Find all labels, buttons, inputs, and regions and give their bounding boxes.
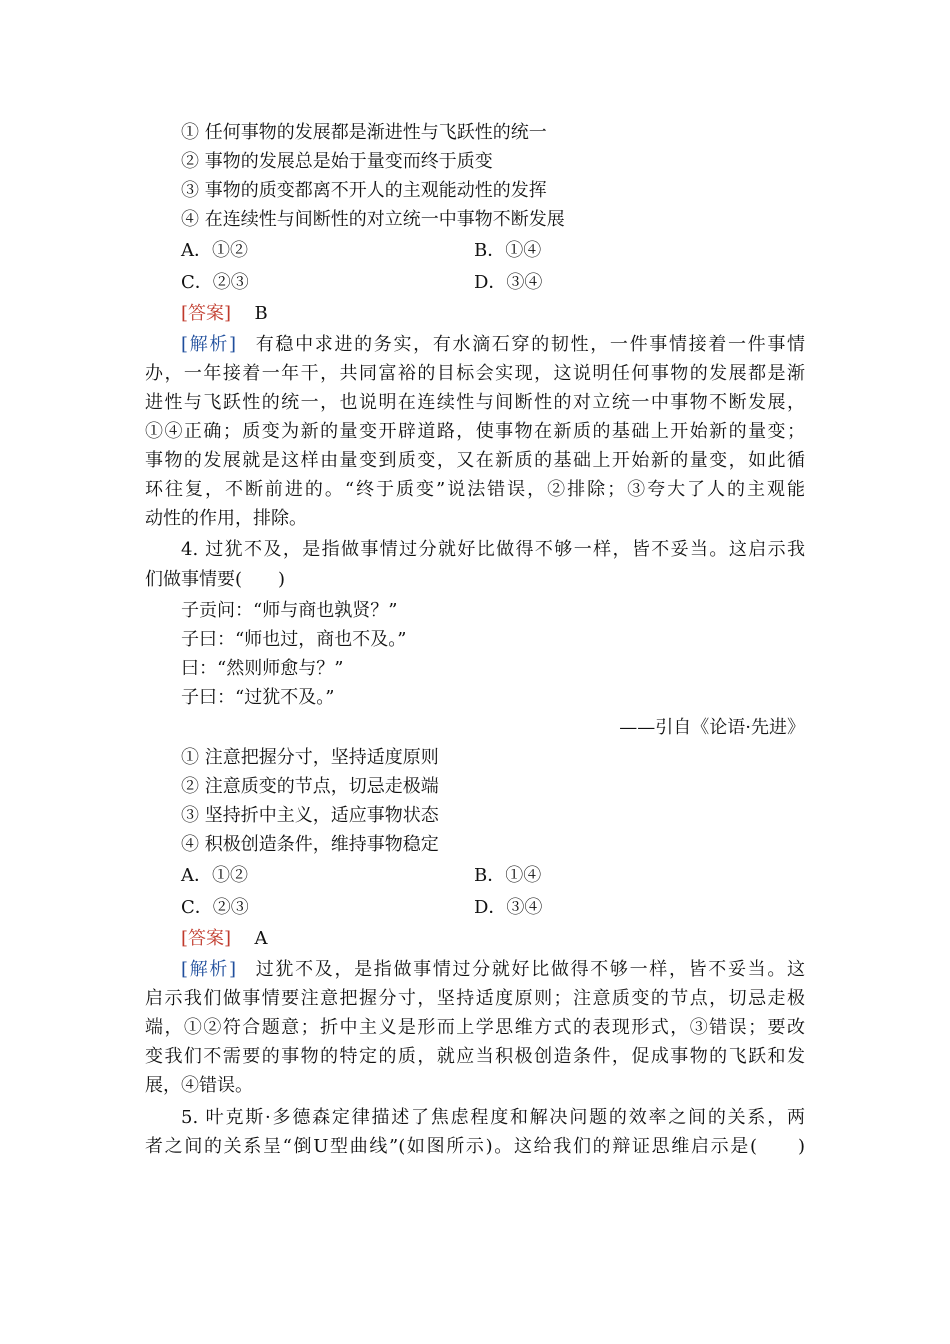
choice-c: C．②③ [181,897,249,918]
option-2: ② 事物的发展总是始于量变而终于质变 [181,151,493,172]
question-4-stem: 4. 过犹不及，是指做事情过分就好比做得不够一样，皆不妥当。这启示我 [181,539,805,560]
choice-d: D．③④ [474,897,543,918]
quote-line: 子贡问：“师与商也孰贤？” [181,600,398,621]
option-1: ① 任何事物的发展都是渐进性与飞跃性的统一 [181,122,547,143]
choice-d: D．③④ [474,272,543,293]
analysis-text: 过犹不及，是指做事情过分就好比做得不够一样，皆不妥当。这 [254,959,806,980]
quote-line: 子曰：“师也过，商也不及。” [181,629,407,650]
answer-line [181,300,841,328]
answer-value: B [254,303,268,324]
analysis-line [181,331,805,359]
analysis-line: 动性的作用，排除。 [145,508,307,529]
analysis-line: 办，一年接着一年干，共同富裕的目标会实现，这说明任何事物的发展都是渐 [145,363,805,384]
analysis-line: 变我们不需要的事物的特定的质，就应当积极创造条件，促成事物的飞跃和发 [145,1046,805,1067]
question-4-stem-cont: 们做事情要( ) [145,569,286,590]
analysis-line: 展，④错误。 [145,1075,253,1096]
choice-b: B．①④ [474,240,542,261]
quote-line: 子曰：“过犹不及。” [181,687,335,708]
analysis-tag: [解析] [181,959,237,980]
analysis-tag: [解析] [181,334,237,355]
question-5-stem: 5. 叶克斯·多德森定律描述了焦虑程度和解决问题的效率之间的关系，两 [181,1107,805,1128]
quote-line: 曰：“然则师愈与？” [181,658,344,679]
question-5-stem-cont: 者之间的关系呈“倒U型曲线”(如图所示)。这给我们的辩证思维启示是( ) [145,1136,805,1157]
analysis-line: 进性与飞跃性的统一，也说明在连续性与间断性的对立统一中事物不断发展， [145,392,805,413]
option-2: ② 注意质变的节点，切忌走极端 [181,776,439,797]
analysis-line: 启示我们做事情要注意把握分寸，坚持适度原则；注意质变的节点，切忌走极 [145,988,805,1009]
analysis-line: 端，①②符合题意；折中主义是形而上学思维方式的表现形式，③错误；要改 [145,1017,805,1038]
choice-a: A．①② [181,240,248,261]
option-3: ③ 坚持折中主义，适应事物状态 [181,805,439,826]
answer-tag: [答案] [181,928,232,949]
choice-a: A．①② [181,865,248,886]
option-4: ④ 积极创造条件，维持事物稳定 [181,834,439,855]
answer-line [181,925,841,953]
option-4: ④ 在连续性与间断性的对立统一中事物不断发展 [181,209,565,230]
quote-source: ——引自《论语·先进》 [619,717,805,738]
choice-c: C．②③ [181,272,249,293]
analysis-text: 有稳中求进的务实，有水滴石穿的韧性，一件事情接着一件事情 [254,334,806,355]
analysis-line: 环往复，不断前进的。“终于质变”说法错误，②排除；③夸大了人的主观能 [145,479,805,500]
answer-tag: [答案] [181,303,232,324]
option-1: ① 注意把握分寸，坚持适度原则 [181,747,439,768]
option-3: ③ 事物的质变都离不开人的主观能动性的发挥 [181,180,547,201]
answer-value: A [254,928,268,949]
choice-b: B．①④ [474,865,542,886]
analysis-line: 事物的发展就是这样由量变到质变，又在新质的基础上开始新的量变，如此循 [145,450,805,471]
analysis-line [181,956,805,984]
analysis-line: ①④正确；质变为新的量变开辟道路，使事物在新质的基础上开始新的量变； [145,421,805,442]
